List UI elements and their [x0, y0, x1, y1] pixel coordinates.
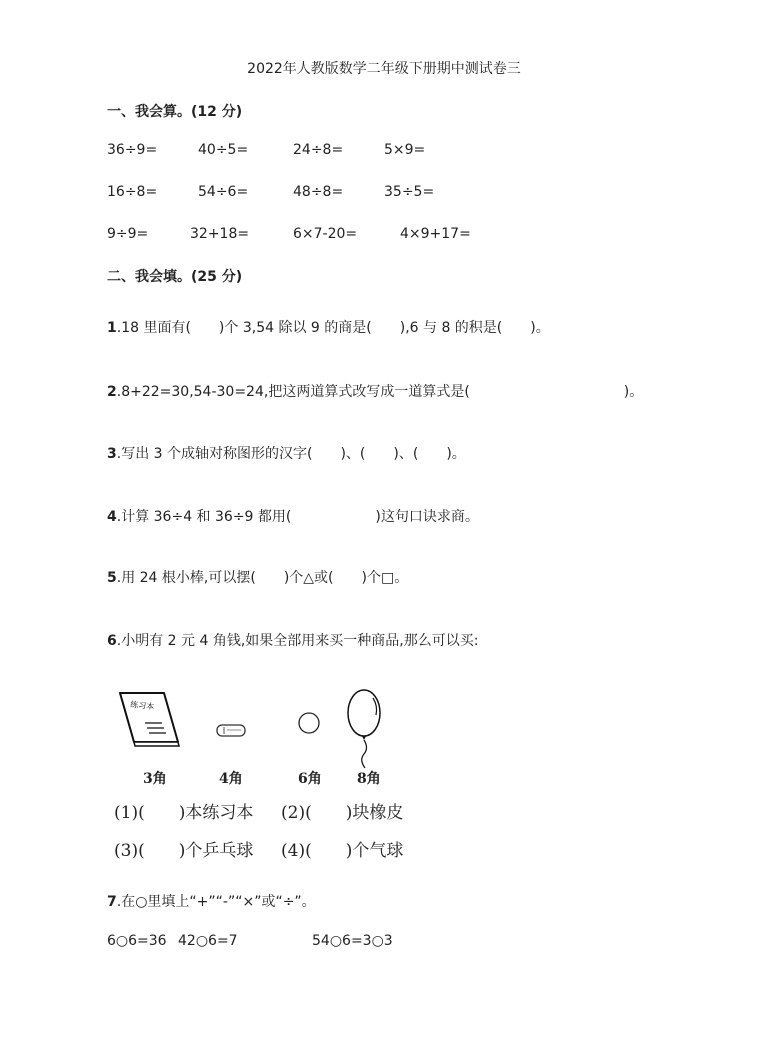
- option-2: (2)( )块橡皮: [281, 803, 404, 823]
- price-balloon: 8角: [357, 771, 381, 787]
- question-3: [107, 443, 466, 463]
- question-5: [107, 567, 408, 587]
- price-ping-pong-ball: 6角: [298, 771, 322, 787]
- calc-item: 24÷8=: [293, 142, 344, 158]
- calc-item: 54÷6=: [198, 184, 249, 200]
- question-number: 5: [107, 570, 117, 586]
- section1-heading: 一、我会算。(12 分): [107, 104, 243, 120]
- question-number: 1: [107, 320, 117, 336]
- notebook-cover-text: 练习本: [129, 700, 155, 712]
- question-7: [107, 891, 316, 911]
- question-text: .写出 3 个成轴对称图形的汉字( )、( )、( )。: [116, 446, 466, 462]
- option-1: (1)( )本练习本: [114, 803, 254, 823]
- question-text: .18 里面有( )个 3,54 除以 9 的商是( ),6 与 8 的积是( )。: [116, 320, 550, 336]
- question-number: 7: [107, 894, 117, 910]
- question-text: .小明有 2 元 4 角钱,如果全部用来买一种商品,那么可以买:: [116, 633, 479, 649]
- calc-item: 40÷5=: [198, 142, 249, 158]
- calc-item: 35÷5=: [384, 184, 435, 200]
- price-notebook: 3角: [143, 771, 167, 787]
- page-title: 2022年人教版数学二年级下册期中测试卷三: [247, 61, 521, 77]
- question-6: [107, 630, 478, 650]
- calc-item: 16÷8=: [107, 184, 158, 200]
- fill-operator-item: 54○6=3○3: [312, 933, 393, 949]
- calc-item: 48÷8=: [293, 184, 344, 200]
- question-2: [107, 381, 643, 401]
- question-text: .8+22=30,54-30=24,把这两道算式改写成一道算式是( )。: [116, 384, 644, 400]
- question-number: 2: [107, 384, 117, 400]
- question-number: 3: [107, 446, 117, 462]
- calc-item: 4×9+17=: [400, 226, 471, 242]
- option-3: (3)( )个乒乓球: [114, 841, 254, 861]
- calc-item: 6×7-20=: [293, 226, 358, 242]
- question-text: .计算 36÷4 和 36÷9 都用( )这句口诀求商。: [116, 509, 479, 525]
- question-number: 6: [107, 633, 117, 649]
- balloon-icon: [343, 688, 385, 770]
- option-4: (4)( )个气球: [281, 841, 404, 861]
- question-text: .用 24 根小棒,可以摆( )个△或( )个□。: [116, 570, 409, 586]
- price-eraser: 4角: [219, 771, 243, 787]
- calc-item: 9÷9=: [107, 226, 149, 242]
- question-number: 4: [107, 509, 117, 525]
- question-text: .在○里填上“+”“-”“×”或“÷”。: [116, 894, 316, 910]
- notebook-icon: [116, 690, 184, 748]
- calc-item: 32+18=: [190, 226, 250, 242]
- question-4: [107, 506, 479, 526]
- calc-item: 36÷9=: [107, 142, 158, 158]
- fill-operator-item: 42○6=7: [178, 933, 238, 949]
- section2-heading: 二、我会填。(25 分): [107, 269, 243, 285]
- question-1: [107, 317, 550, 337]
- fill-operator-item: 6○6=36: [107, 933, 167, 949]
- calc-item: 5×9=: [384, 142, 426, 158]
- ping-pong-ball-icon: [296, 710, 322, 736]
- eraser-icon: [215, 723, 249, 739]
